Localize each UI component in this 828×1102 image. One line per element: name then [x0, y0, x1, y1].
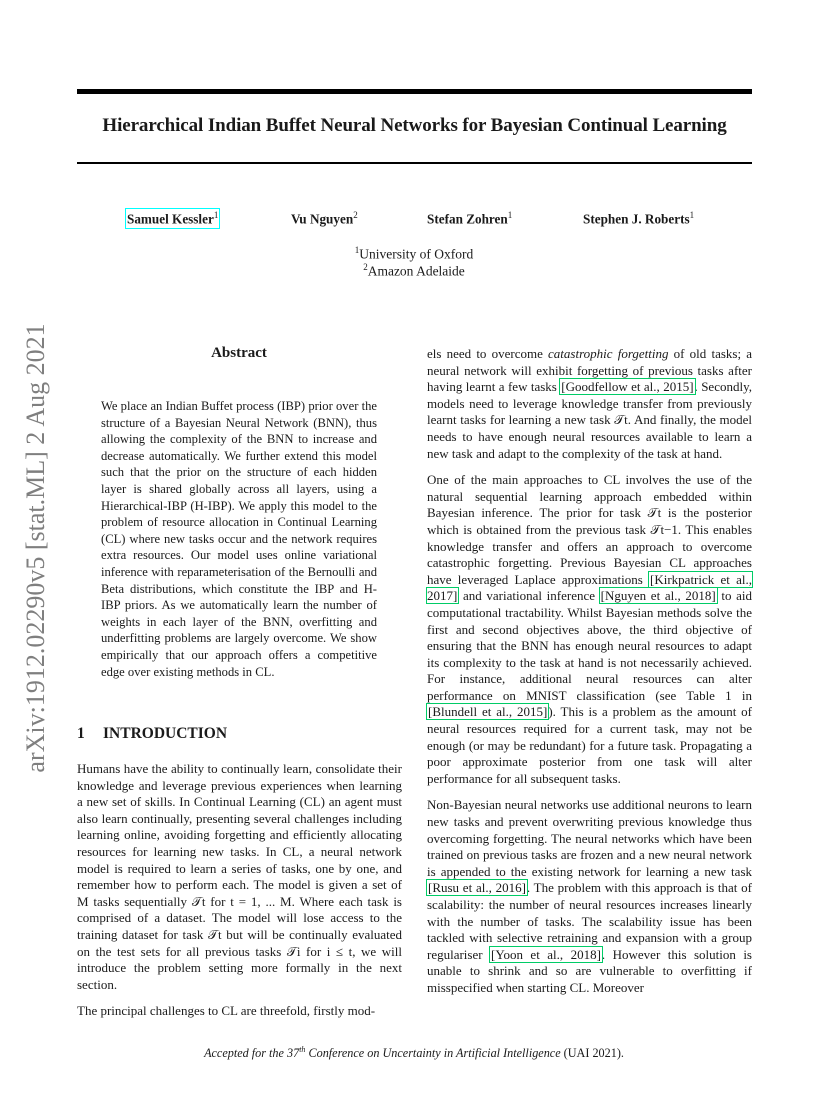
- paragraph: [427, 346, 752, 462]
- text-run: . The problem with this approach is that of scalability: the number of neural resources increases linearly with the number of tasks. The scalability issue has been tackled with selective retraining and expansion with a group regulariser: [427, 880, 752, 962]
- text-run: and variational inference: [458, 588, 600, 604]
- text-run: ). This is a problem as the amount of neural resources required for a current task, may not be enough (or may be redundant) for a future task. Propagating a poor approximate posterior from one task will alter performance for all subsequent tasks.: [427, 704, 752, 786]
- affil-mark: 2: [363, 262, 368, 272]
- text-run: . However this solution is unable to shrink and so are vulnerable to overfitting if misspecified when starting CL. Moreover: [427, 946, 752, 995]
- text-run: els need to overcome: [427, 346, 549, 361]
- paragraph: Humans have the ability to continually learn, consolidate their knowledge and leverage previous experiences when learning a new set of skills. In Continual Learning (CL) an agent must also learn continually, presenting several challenges including learning online, avoiding forgetting and efficiently allocating resources for learning new tasks. In CL, a neural network model is required to learn a series of tasks, one by one, and remember how to perform each. The model is given a set of M tasks sequentially 𝒯t for t = 1, ... M. Where each task is comprised of a dataset. The model will lose access to the training dataset for task 𝒯t but will be continually evaluated on the test sets for all previous tasks 𝒯i for i ≤ t, we will introduce the problem setting more formally in the next section.: [77, 761, 402, 992]
- author-link[interactable]: [127, 210, 218, 227]
- title-rule-bottom: [77, 162, 752, 164]
- abstract-heading: Abstract: [211, 345, 267, 361]
- affil-text: Amazon Adelaide: [367, 263, 465, 279]
- author-name: Stefan Zohren: [427, 211, 508, 227]
- author-affil-mark: 2: [353, 210, 358, 220]
- affiliation: [0, 245, 828, 263]
- citation-link[interactable]: [Rusu et al., 2016]: [428, 880, 526, 896]
- section-title: INTRODUCTION: [103, 725, 228, 742]
- title-rule-top: [77, 89, 752, 94]
- paragraph: [427, 472, 752, 787]
- arxiv-stamp: arXiv:1912.02290v5 [stat.ML] 2 Aug 2021: [21, 323, 50, 773]
- paragraph: The principal challenges to CL are threefold, firstly mod-: [77, 1003, 376, 1019]
- paper-title: Hierarchical Indian Buffet Neural Networks for Bayesian Continual Learning: [102, 115, 727, 136]
- author-affil-mark: 1: [213, 210, 219, 220]
- footer-sup: th: [299, 1045, 306, 1054]
- author-name: Samuel Kessler: [127, 211, 214, 227]
- paragraph: [427, 797, 752, 996]
- affil-mark: 1: [354, 245, 360, 255]
- affiliation: [0, 262, 828, 280]
- section-heading: [77, 725, 227, 743]
- author: [427, 210, 512, 227]
- author: [291, 210, 358, 227]
- section-number: 1: [77, 725, 85, 742]
- text-run: to aid computational tractability. Whilst Bayesian methods solve the first and second objectives above, the third objective of ensuring that the BNN has enough neural resources to adapt its complexity to the task at hand is not necessarily achieved. For instance, additional neural resources can alter performance on MNIST classification (see Table 1 in: [427, 588, 752, 703]
- footer-text: Conference on Uncertainty in Artificial Intelligence: [305, 1046, 561, 1061]
- left-column: [77, 761, 402, 1030]
- text-run: of old tasks; a neural network will exhibit forgetting of previous tasks after having learnt a few tasks: [427, 346, 753, 395]
- text-run: Non-Bayesian neural networks use additional neurons to learn new tasks and prevent overwriting previous knowledge thus overcoming forgetting. The neural networks which have been trained on previous tasks are frozen and a new neural network is appended to the existing network for learning a new task: [427, 797, 752, 879]
- right-column: [427, 346, 752, 1007]
- abstract-text: We place an Indian Buffet process (IBP) prior over the structure of a Bayesian Neural Network (BNN), thus allowing the complexity of the BNN to increase and decrease automatically. We further extend this model such that the prior on the structure of each hidden layer is shared globally across all layers, using a Hierarchical-IBP (H-IBP). We apply this model to the problem of resource allocation in Continual Learning (CL) where new tasks occur and the network requires extra resources. Our model uses online variational inference with reparameterisation of the Bernoulli and Beta distributions, which constitute the IBP and H-IBP priors. As we automatically learn the number of weights in each layer of the BNN, overfitting and underfitting problems are largely overcome. We show empirically that our approach offers a competitive edge over existing methods in CL.: [101, 399, 377, 679]
- text-run: . Secondly, models need to leverage knowledge transfer from previously learnt tasks for learning a new task 𝒯t. And finally, the model needs to have enough neural resources available to learn a new task and adapt to the complexity of the task at hand.: [427, 379, 752, 461]
- author-name: Vu Nguyen: [291, 211, 354, 227]
- footer-venue: (UAI 2021).: [560, 1046, 624, 1061]
- author-affil-mark: 1: [507, 210, 513, 220]
- abstract-body: [101, 398, 377, 680]
- citation-link[interactable]: [Yoon et al., 2018]: [491, 946, 601, 962]
- author-name: Stephen J. Roberts: [583, 211, 690, 227]
- footer-note: [0, 1045, 828, 1061]
- text-run: One of the main approaches to CL involves the use of the natural sequential learning approach embedded within Bayesian inference. The prior for task 𝒯t is the posterior which is obtained from the previous task 𝒯t−1. This enables knowledge transfer and offers an approach to overcome catastrophic forgetting. Previous Bayesian CL approaches have leveraged Laplace approximations: [427, 472, 752, 587]
- citation-link[interactable]: [Nguyen et al., 2018]: [600, 588, 716, 604]
- author-affil-mark: 1: [689, 210, 695, 220]
- citation-link[interactable]: [Goodfellow et al., 2015]: [561, 379, 694, 395]
- author: [583, 210, 694, 227]
- emphasis: catastrophic forgetting: [548, 346, 669, 361]
- citation-link[interactable]: [Blundell et al., 2015]: [428, 704, 548, 720]
- footer-text: Accepted for the 37: [204, 1046, 300, 1061]
- author-list: [0, 210, 828, 232]
- affil-text: University of Oxford: [359, 246, 474, 262]
- citation-link[interactable]: [Kirkpatrick et al., 2017]: [427, 571, 752, 604]
